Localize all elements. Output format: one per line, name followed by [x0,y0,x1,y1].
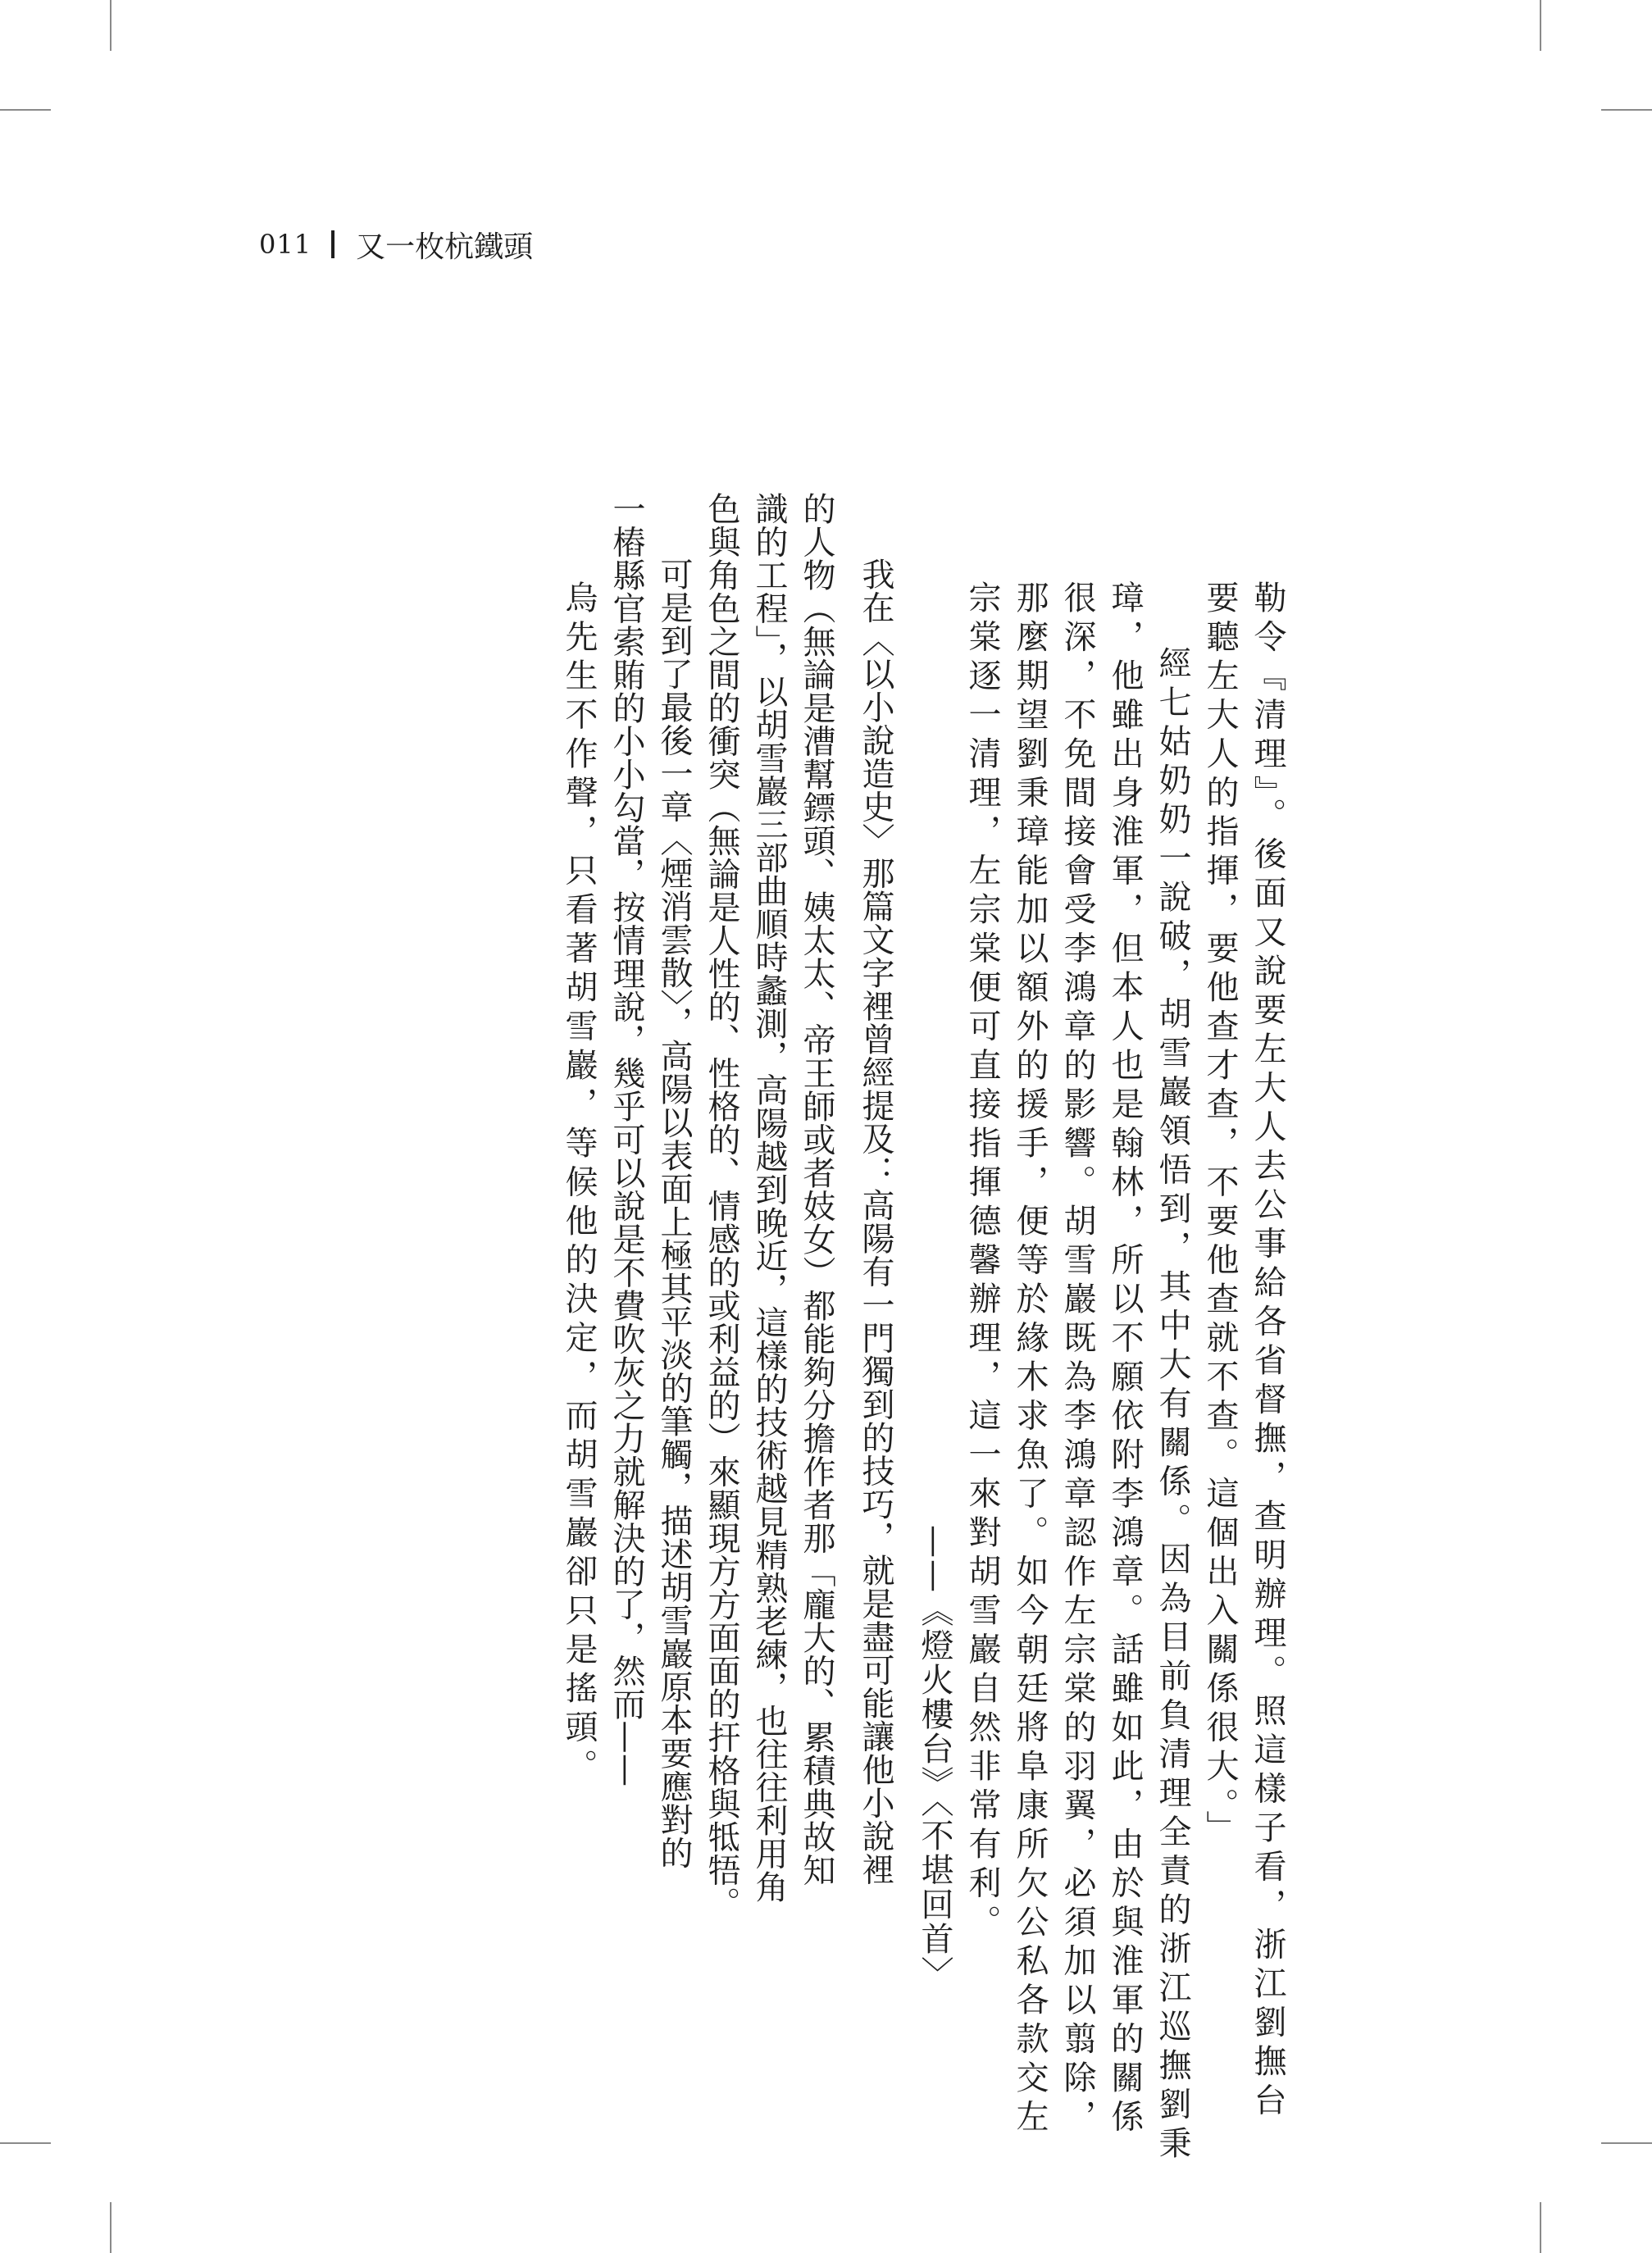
crop-mark-top-right [1540,0,1541,51]
crop-mark-top-left [110,0,111,51]
header-separator [331,230,334,258]
crop-mark-right-top [1601,109,1652,111]
quote-line: 宗棠逐一清理，左宗棠便可直接指揮德馨辦理，這一來對胡雪巖自然非常有利。 [963,580,1001,1944]
crop-mark-left-bottom [0,2142,51,2144]
page-number: 011 [259,229,312,260]
book-title: 又一枚杭鐵頭 [356,230,534,264]
crop-mark-bottom-left [110,2202,111,2253]
crop-mark-left-top [0,109,51,111]
running-head [259,221,533,267]
paragraph-line: 一樁縣官索賄的小小勾當，按情理說，幾乎可以說是不費吹灰之力就解決的了，然而—— [608,492,645,1787]
quote-line: 璋，他雖出身淮軍，但本人也是翰林，所以不願依附李鴻章。話雖如此，由於與淮軍的關係 [1106,580,1144,2138]
quote-line: 要聽左大人的指揮，要他查才查，不要他查就不查。這個出入關係很大。」 [1201,580,1239,1850]
vertical-text-block [262,492,1291,2165]
quote-line: 勒令『清理』。後面又說要左大人去公事給各省督撫，查明辦理。照這樣子看，浙江劉撫台 [1249,580,1286,2122]
closing-quote-line: 烏先生不作聲，只看著胡雪巖，等候他的決定，而胡雪巖卻只是搖頭。 [560,580,598,1788]
paragraph-line: 識的工程」，以胡雪巖三部曲順時蠡測，高陽越到晚近，這樣的技術越見精熟老練，也往往利用角 [750,492,788,1904]
quote-line: 那麼期望劉秉璋能加以額外的援手，便等於緣木求魚了。如今朝廷將阜康所欠公私各款交左 [1011,580,1049,2138]
paragraph-line: 我在〈以小說造史〉那篇文字裡曾經提及：高陽有一門獨到的技巧，就是盡可能讓他小說裡 [857,558,894,1886]
paragraph-line: 色與角色之間的衝突（無論是人性的、性格的、情感的或利益的）來顯現方方面面的扞格與牴牾。 [703,492,740,1920]
crop-mark-right-bottom [1601,2142,1652,2144]
quote-attribution: ——《燈火樓台》〈不堪回首〉 [916,1525,953,1991]
crop-mark-bottom-right [1540,2202,1541,2253]
paragraph-line: 的人物（無論是漕幫鏢頭、姨太太、帝王師或者妓女）都能夠分擔作者那「龐大的、累積典故知 [798,492,835,1887]
paragraph-line: 可是到了最後一章〈煙消雲散〉，高陽以表面上極其平淡的筆觸，描述胡雪巖原本要應對的 [655,558,693,1869]
quote-line: 很深，不免間接會受李鴻章的影響。胡雪巖既為李鴻章認作左宗棠的羽翼，必須加以翦除， [1058,580,1096,2138]
quote-line: 經七姑奶奶一說破，胡雪巖領悟到，其中大有關係。因為目前負清理全責的浙江巡撫劉秉 [1154,646,1191,2165]
